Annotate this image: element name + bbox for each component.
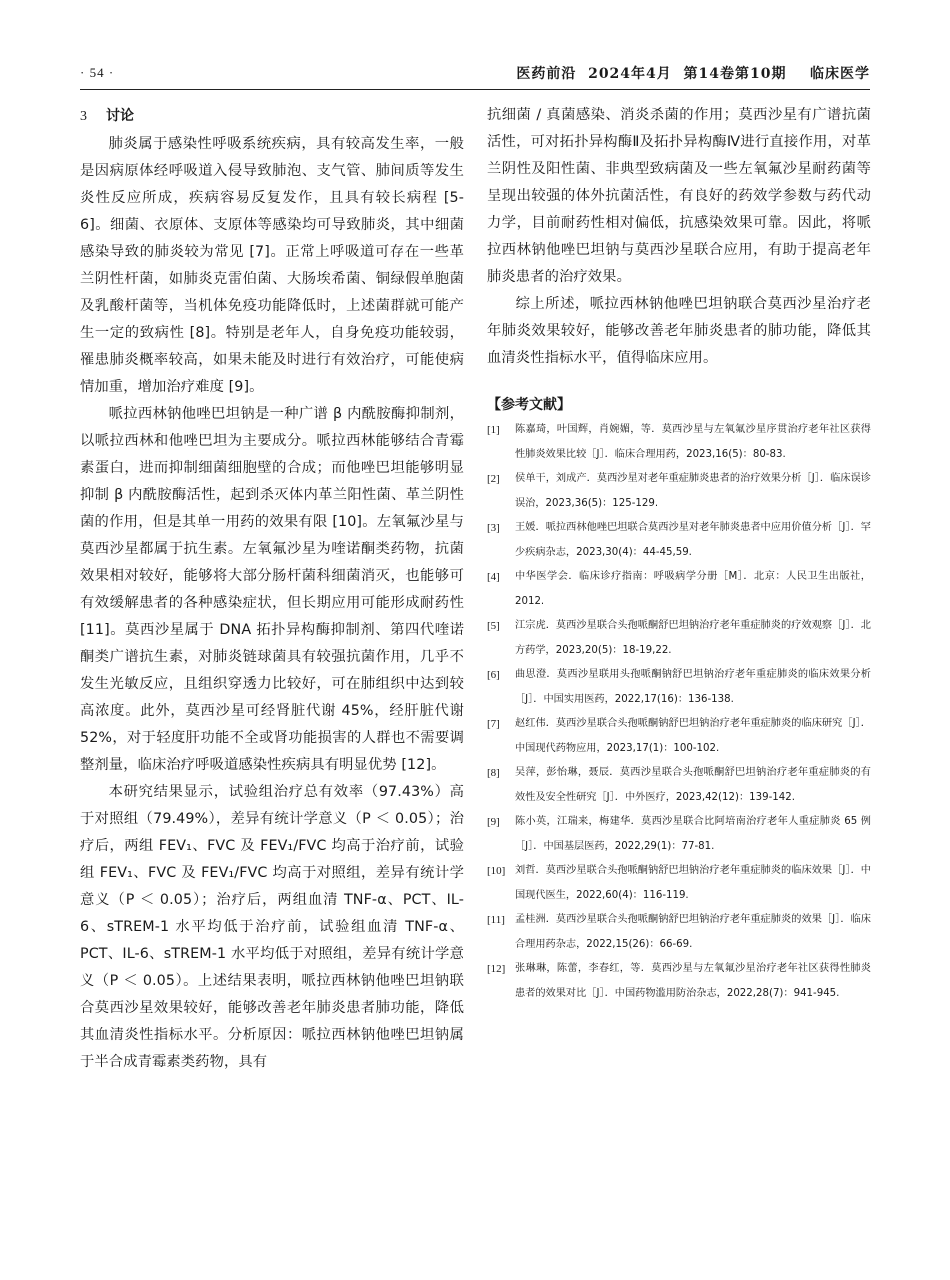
reference-list: [487, 418, 871, 1006]
reference-text: 刘哲．莫西沙星联合头孢哌酮钠舒巴坦钠治疗老年重症肺炎的临床效果［J］．中国现代医生，2022,60(4)：116-119.: [515, 865, 871, 901]
reference-number: [6]: [487, 669, 500, 681]
reference-item: [487, 761, 871, 810]
section-title: 讨论: [106, 108, 134, 124]
reference-number: [11]: [487, 914, 505, 926]
reference-item: [487, 467, 871, 516]
reference-item: [487, 614, 871, 663]
reference-number: [3]: [487, 522, 500, 534]
reference-text: 王媛．哌拉西林他唑巴坦联合莫西沙星对老年肺炎患者中应用价值分析［J］．罕少疾病杂志，2023,30(4)：44-45,59.: [515, 522, 871, 558]
page-header: [80, 60, 870, 86]
reference-number: [12]: [487, 963, 506, 975]
body-paragraph: 本研究结果显示，试验组治疗总有效率（97.43%）高于对照组（79.49%），差异有统计学意义（P ＜ 0.05）；治疗后，两组 FEV₁、FVC 及 FEV₁/FVC 均高于治疗前，试验组 FEV₁、FVC 及 FEV₁/FVC 均高于对照组，差异有统计学意义（P ＜ 0.05）；治疗后，两组血清 TNF-α、PCT、IL-6、sTREM-1 水平均低于治疗前，试验组血清 TNF-α、PCT、IL-6、sTREM-1 水平均低于对照组，差异有统计学意义（P ＜ 0.05）。上述结果表明，哌拉西林钠他唑巴坦钠联合莫西沙星效果较好，能够改善老年肺炎患者肺功能，降低其血清炎性指标水平。分析原因：哌拉西林钠他唑巴坦钠属于半合成青霉素类药物，具有: [80, 784, 464, 1070]
reference-text: 陈嘉琦，叶国辉，肖婉媚，等．莫西沙星与左氧氟沙星序贯治疗老年社区获得性肺炎效果比较［J］．临床合理用药，2023,16(5)：80-83.: [515, 424, 871, 460]
reference-text: 张琳琳，陈蕾，李春红，等．莫西沙星与左氧氟沙星治疗老年社区获得性肺炎患者的效果对比［J］．中国药物滥用防治杂志，2022,28(7)：941-945.: [515, 963, 871, 999]
body-paragraph: 抗细菌 / 真菌感染、消炎杀菌的作用；莫西沙星有广谱抗菌活性，可对拓扑异构酶Ⅱ及拓扑异构酶Ⅳ进行直接作用，对革兰阴性及阳性菌、非典型致病菌及一些左氧氟沙星耐药菌等呈现出较强的体外抗菌活性，有良好的药效学参数与药代动力学，目前耐药性相对偏低，抗感染效果可靠。因此，将哌拉西林钠他唑巴坦钠与莫西沙星联合应用，有助于提高老年肺炎患者的治疗效果。: [487, 107, 871, 285]
reference-text: 江宗虎．莫西沙星联合头孢哌酮舒巴坦钠治疗老年重症肺炎的疗效观察［J］．北方药学，2023,20(5)：18-19,22.: [515, 620, 871, 656]
reference-text: 侯单干，刘成产．莫西沙星对老年重症肺炎患者的治疗效果分析［J］．临床误诊误治，2023,36(5)：125-129.: [515, 473, 871, 509]
reference-item: [487, 859, 871, 908]
journal-info: 医药前沿 2024年4月 第14卷第10期 临床医学: [516, 66, 870, 82]
reference-text: 中华医学会．临床诊疗指南：呼吸病学分册［M］．北京：人民卫生出版社，2012.: [515, 571, 871, 607]
reference-item: [487, 418, 871, 467]
reference-item: [487, 957, 871, 1006]
reference-item: [487, 565, 871, 614]
right-column: [487, 102, 871, 1006]
reference-number: [8]: [487, 767, 500, 779]
reference-text: 吴萍，彭怡琳，聂辰．莫西沙星联合头孢哌酮舒巴坦钠治疗老年重症肺炎的有效性及安全性研究［J］．中外医疗，2023,42(12)：139-142.: [515, 767, 871, 803]
reference-number: [1]: [487, 424, 500, 436]
reference-number: [5]: [487, 620, 500, 632]
reference-item: [487, 908, 871, 957]
left-column: [80, 102, 464, 1076]
reference-item: [487, 516, 871, 565]
reference-number: [4]: [487, 571, 500, 583]
reference-text: 孟桂洲．莫西沙星联合头孢哌酮钠舒巴坦钠治疗老年重症肺炎的效果［J］．临床合理用药杂志，2022,15(26)：66-69.: [515, 914, 871, 950]
header-divider: [80, 89, 870, 90]
references-heading: 【参考文献】: [487, 397, 571, 413]
section-number: 3: [80, 109, 87, 124]
reference-item: [487, 663, 871, 712]
body-paragraph: 肺炎属于感染性呼吸系统疾病，具有较高发生率，一般是因病原体经呼吸道入侵导致肺泡、支气管、肺间质等发生炎性反应所成，疾病容易反复发作，且具有较长病程 [5-6]。细菌、衣原体、支原体等感染均可导致肺炎，其中细菌感染导致的肺炎较为常见 [7]。正常上呼吸道可存在一些革兰阴性杆菌，如肺炎克雷伯菌、大肠埃希菌、铜绿假单胞菌及乳酸杆菌等，当机体免疫功能降低时，上述菌群就可能产生一定的致病性 [8]。特别是老年人，自身免疫功能较弱，罹患肺炎概率较高，如果未能及时进行有效治疗，可能使病情加重，增加治疗难度 [9]。: [80, 136, 464, 395]
reference-item: [487, 712, 871, 761]
body-paragraph: 综上所述，哌拉西林钠他唑巴坦钠联合莫西沙星治疗老年肺炎效果较好，能够改善老年肺炎患者的肺功能，降低其血清炎性指标水平，值得临床应用。: [487, 296, 871, 366]
reference-number: [10]: [487, 865, 506, 877]
reference-text: 赵红伟．莫西沙星联合头孢哌酮钠舒巴坦钠治疗老年重症肺炎的临床研究［J］．中国现代药物应用，2023,17(1)：100-102.: [515, 718, 871, 754]
body-paragraph: 哌拉西林钠他唑巴坦钠是一种广谱 β 内酰胺酶抑制剂，以哌拉西林和他唑巴坦为主要成分。哌拉西林能够结合青霉素蛋白，进而抑制细菌细胞壁的合成；而他唑巴坦能够明显抑制 β 内酰胺酶活性，起到杀灭体内革兰阳性菌、革兰阴性菌的作用，但是其单一用药的效果有限 [10]。左氧氟沙星与莫西沙星都属于抗生素。左氧氟沙星为喹诺酮类药物，抗菌效果相对较好，能够将大部分肠杆菌科细菌消灭，也能够可有效缓解患者的各种感染症状，但长期应用可能形成耐药性 [11]。莫西沙星属于 DNA 拓扑异构酶抑制剂、第四代喹诺酮类广谱抗生素，对肺炎链球菌具有较强抗菌作用，几乎不发生光敏反应，且组织穿透力比较好，可在肺组织中达到较高浓度。此外，莫西沙星可经肾脏代谢 45%，经肝脏代谢 52%，对于轻度肝功能不全或肾功能损害的人群也不需要调整剂量，临床治疗呼吸道感染性疾病具有明显优势 [12]。: [80, 406, 464, 773]
reference-number: [7]: [487, 718, 500, 730]
reference-number: [9]: [487, 816, 500, 828]
section-heading: [80, 102, 464, 131]
reference-number: [2]: [487, 473, 500, 485]
page-number: · 54 ·: [80, 65, 115, 80]
reference-item: [487, 810, 871, 859]
reference-text: 曲思澄．莫西沙星联用头孢哌酮钠舒巴坦钠治疗老年重症肺炎的临床效果分析［J］．中国实用医药，2022,17(16)：136-138.: [515, 669, 871, 705]
reference-text: 陈小英，江瑞来，梅建华．莫西沙星联合比阿培南治疗老年人重症肺炎 65 例［J］．中国基层医药，2022,29(1)：77-81.: [515, 816, 871, 852]
